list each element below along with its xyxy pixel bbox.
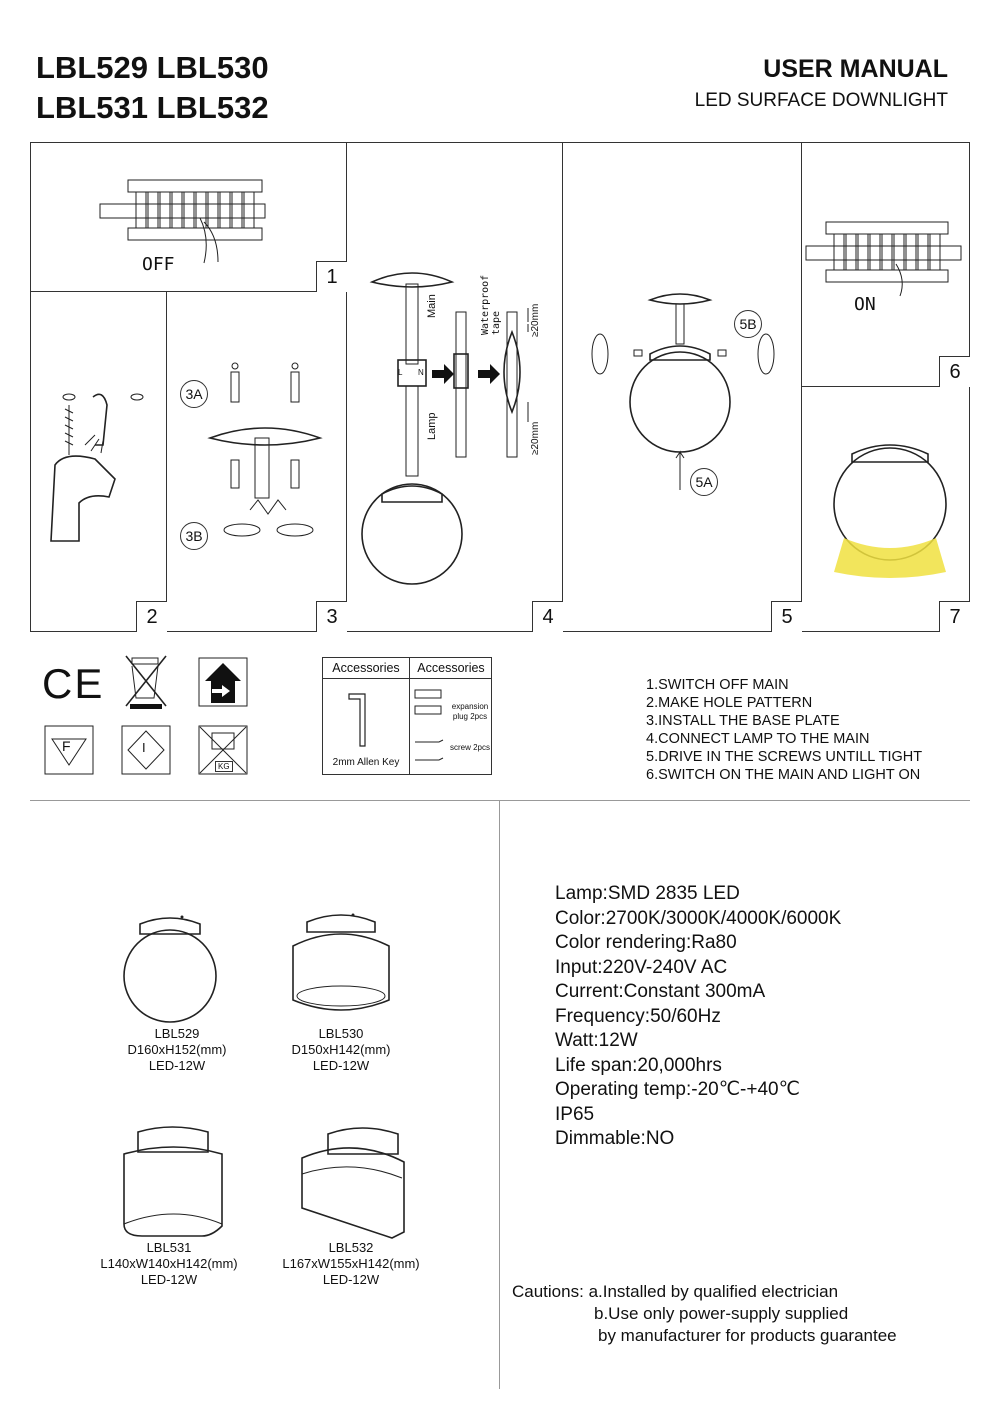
breaker-on-icon: [806, 220, 966, 290]
step-number-6: 6: [939, 356, 970, 387]
step-number-2: 2: [136, 601, 167, 632]
main-wire-label: Main: [426, 294, 438, 318]
product-size: D160xH152(mm): [127, 1042, 227, 1057]
allen-key-label: 2mm Allen Key: [332, 757, 400, 768]
spec-row: [555, 882, 841, 907]
callout-3b: 3B: [180, 522, 208, 550]
spec-label: Color rendering: [555, 932, 686, 953]
weee-bin-icon: [124, 654, 168, 710]
lbl531-lamp-icon: [118, 1124, 228, 1244]
spec-value: Ra80: [691, 932, 737, 953]
spec-separator: :: [632, 1054, 638, 1076]
ce-mark-icon: CE: [42, 660, 105, 707]
light-on-icon: [830, 440, 950, 580]
document-title: USER MANUAL: [763, 55, 948, 83]
allen-key-icon: [345, 692, 385, 752]
indoor-house-icon: [198, 657, 248, 707]
spec-row: [555, 907, 841, 932]
specifications: [555, 882, 841, 1152]
expansion-plug-label-line2: plug 2pcs: [452, 712, 488, 721]
spec-label: Watt: [555, 1030, 594, 1051]
spec-separator: :: [600, 907, 606, 929]
callout-5a: 5A: [690, 468, 718, 496]
spec-separator: :: [685, 1079, 692, 1100]
product-power: LED-12W: [148, 1058, 206, 1073]
terminal-l: L: [398, 368, 403, 377]
models-line-1: LBL529 LBL530: [36, 50, 269, 85]
f-mark-letter: F: [62, 738, 71, 754]
spec-label: IP65: [555, 1103, 595, 1125]
dimension-20mm-bottom: ≥20mm: [530, 421, 541, 455]
list-item: 1.SWITCH OFF MAIN: [646, 677, 789, 693]
lbl532-lamp-icon: [300, 1124, 410, 1244]
product-power: LED-12W: [322, 1272, 380, 1287]
list-item: 4.CONNECT LAMP TO THE MAIN: [646, 731, 870, 747]
spec-value: 220V-240V AC: [602, 956, 728, 978]
product-caption: [92, 1026, 262, 1074]
column-divider: [499, 801, 500, 1389]
product-model: LBL531: [146, 1240, 192, 1255]
spec-value: 12W: [598, 1030, 638, 1051]
installation-steps: [646, 676, 922, 784]
spec-separator: :: [618, 981, 624, 1002]
spec-label: Input: [555, 956, 598, 978]
spec-row: [555, 1005, 841, 1030]
caution-a: a.Installed by qualified electrician: [588, 1282, 839, 1301]
product-size: L167xW155xH142(mm): [282, 1256, 420, 1271]
callout-3a: 3A: [180, 380, 208, 408]
spec-separator: :: [593, 1030, 599, 1051]
model-list: [36, 48, 269, 128]
spec-row: [555, 1103, 841, 1128]
product-model: LBL532: [328, 1240, 374, 1255]
lamp-wire-label: Lamp: [426, 412, 438, 440]
product-caption: [84, 1240, 254, 1288]
spec-value: SMD 2835 LED: [607, 883, 740, 904]
spec-separator: :: [644, 1005, 651, 1027]
spec-value: 20,000hrs: [637, 1054, 722, 1076]
weight-kg-label: KG: [215, 761, 233, 772]
product-caption: [256, 1026, 426, 1074]
callout-5b: 5B: [734, 310, 762, 338]
accessories-header-left: Accessories: [323, 658, 410, 679]
spec-label: Current: [555, 981, 619, 1002]
spec-label: Life span: [555, 1054, 633, 1076]
product-size: D150xH142(mm): [291, 1042, 391, 1057]
accessories-table: [322, 657, 492, 775]
drill-icon: [45, 385, 155, 545]
accessories-header-right: Accessories: [410, 658, 492, 679]
product-power: LED-12W: [312, 1058, 370, 1073]
wiring-connection-icon: [360, 262, 555, 587]
caution-b-line-1: b.Use only power-supply supplied: [594, 1304, 849, 1323]
document-subtitle: LED SURFACE DOWNLIGHT: [694, 90, 948, 111]
step-number-7: 7: [939, 601, 970, 632]
product-size: L140xW140xH142(mm): [100, 1256, 238, 1271]
list-item: 5.DRIVE IN THE SCREWS UNTILL TIGHT: [646, 749, 923, 765]
lbl529-lamp-icon: [120, 912, 220, 1022]
spec-label: Operating temp: [555, 1079, 686, 1100]
spec-value: Constant 300mA: [623, 981, 766, 1002]
product-power: LED-12W: [140, 1272, 198, 1287]
spec-label: Lamp: [555, 883, 603, 904]
step-number-4: 4: [532, 601, 563, 632]
spec-row: [555, 956, 841, 981]
spec-separator: :: [685, 932, 692, 953]
product-model: LBL530: [318, 1026, 364, 1041]
cautions-label: Cautions:: [512, 1282, 584, 1301]
product-model: LBL529: [154, 1026, 200, 1041]
list-item: 3.INSTALL THE BASE PLATE: [646, 713, 840, 729]
spec-separator: :: [640, 1128, 646, 1149]
spec-row: [555, 980, 841, 1005]
spec-value: 2700K/3000K/4000K/6000K: [605, 907, 842, 929]
spec-value: NO: [645, 1128, 675, 1149]
product-caption: [266, 1240, 436, 1288]
spec-label: Dimmable: [555, 1128, 641, 1149]
spec-value: -20℃-+40℃: [691, 1079, 800, 1100]
expansion-plug-label-line1: expansion: [451, 702, 489, 711]
dimension-20mm-top: ≥20mm: [530, 303, 541, 337]
expansion-plug-icon: [413, 686, 453, 766]
breaker-off-icon: [100, 178, 280, 248]
class-i-letter: I: [142, 740, 146, 755]
screw-label: screw 2pcs: [449, 743, 490, 752]
step-number-5: 5: [771, 601, 802, 632]
accessories-divider: [409, 678, 410, 774]
step-number-1: 1: [316, 261, 347, 292]
spec-value: 50/60Hz: [650, 1005, 721, 1027]
class-i-icon: [121, 725, 171, 775]
models-line-2: LBL531 LBL532: [36, 90, 269, 125]
spec-separator: :: [602, 883, 608, 904]
list-item: 2.MAKE HOLE PATTERN: [646, 695, 813, 711]
base-plate-icon: [200, 360, 330, 560]
section-divider: [30, 800, 970, 801]
spec-label: Frequency: [555, 1005, 645, 1027]
spec-label: Color: [555, 907, 601, 929]
lbl530-lamp-icon: [285, 908, 395, 1018]
waterproof-tape-label: Waterproof tape: [480, 274, 502, 335]
expansion-plug-label: [447, 702, 493, 722]
cautions: [512, 1281, 897, 1347]
step-number-3: 3: [316, 601, 347, 632]
list-item: 6.SWITCH ON THE MAIN AND LIGHT ON: [646, 767, 921, 783]
spec-row: [555, 1054, 841, 1079]
spec-row: [555, 1078, 841, 1103]
on-label: ON: [854, 294, 876, 315]
caution-b-line-2: by manufacturer for products guarantee: [598, 1326, 897, 1345]
spec-separator: :: [597, 956, 603, 978]
spec-row: [555, 1029, 841, 1054]
spec-row: [555, 931, 841, 956]
spec-row: [555, 1127, 841, 1152]
off-label: OFF: [142, 254, 175, 275]
terminal-n: N: [418, 368, 424, 377]
